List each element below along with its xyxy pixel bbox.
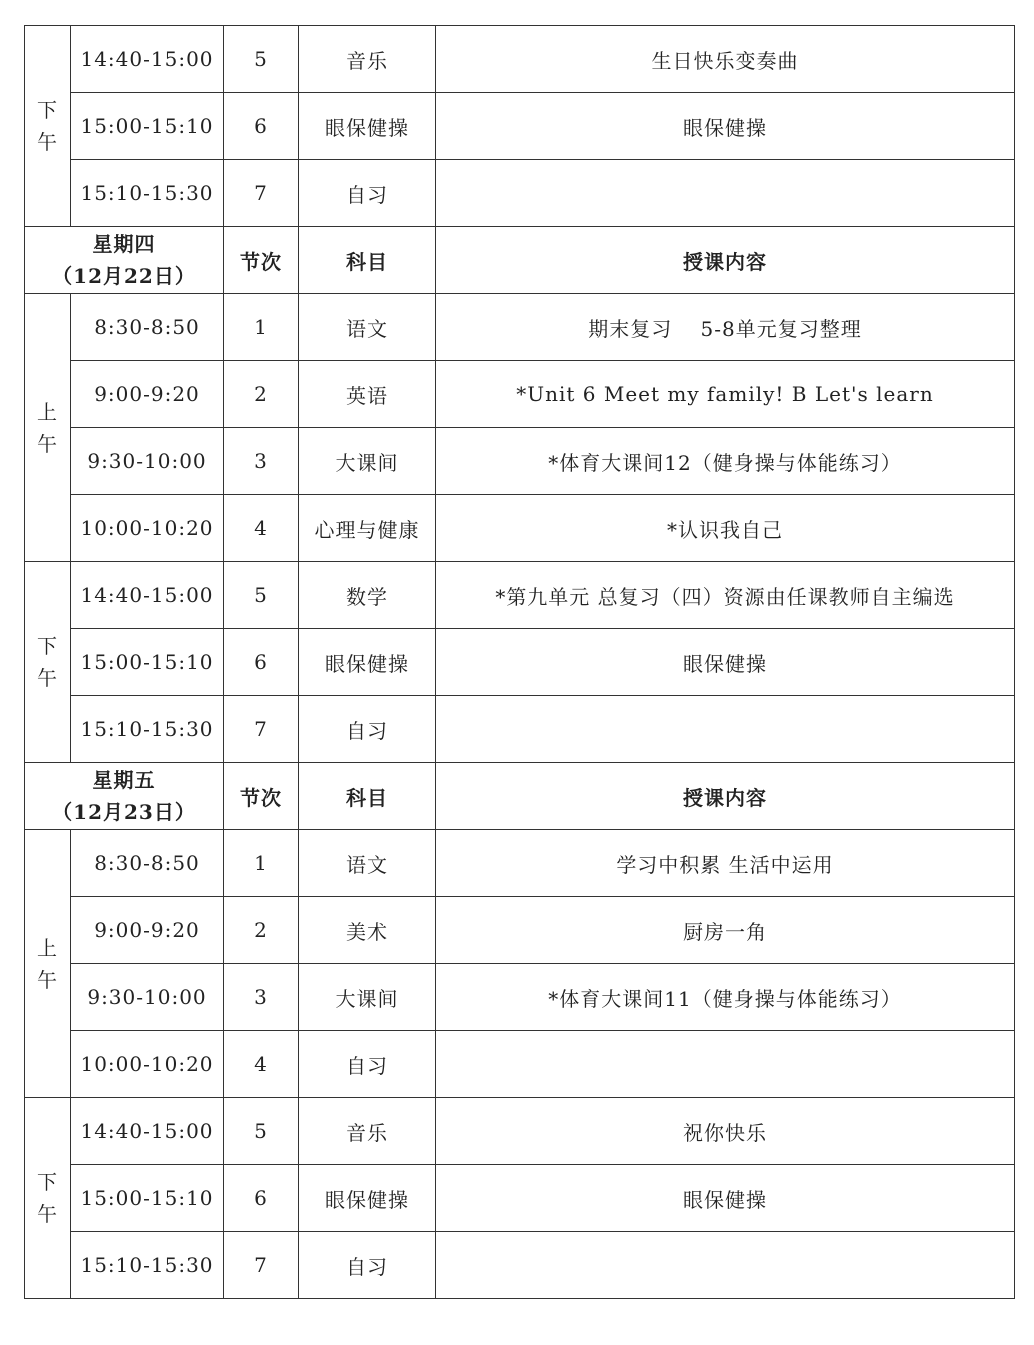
- lesson-number-cell: 1: [224, 294, 299, 361]
- period-char: 午: [37, 1202, 58, 1226]
- period-label: [25, 830, 71, 1098]
- schedule-row: [25, 495, 1015, 562]
- time-cell: 9:30-10:00: [71, 428, 224, 495]
- subject-cell: 自习: [299, 1031, 436, 1098]
- day-date: （12月23日）: [52, 800, 196, 824]
- day-header-row: [25, 763, 1015, 830]
- period-label: [25, 562, 71, 763]
- content-cell: 厨房一角: [436, 897, 1015, 964]
- lesson-number-cell: 7: [224, 1232, 299, 1299]
- content-cell: 眼保健操: [436, 629, 1015, 696]
- period-char: 午: [37, 967, 58, 992]
- lesson-number-cell: 6: [224, 1165, 299, 1232]
- subject-cell: 自习: [299, 160, 436, 227]
- time-cell: 15:00-15:10: [71, 1165, 224, 1232]
- period-char: 上: [37, 399, 58, 424]
- day-date: （12月22日）: [52, 264, 196, 288]
- schedule-row: [25, 93, 1015, 160]
- content-cell: *认识我自己: [436, 495, 1015, 562]
- lesson-number-cell: 5: [224, 562, 299, 629]
- lesson-number-cell: 1: [224, 830, 299, 897]
- day-header-cell: [25, 763, 224, 830]
- schedule-row: [25, 1232, 1015, 1299]
- time-cell: 14:40-15:00: [71, 1098, 224, 1165]
- period-char: 午: [37, 130, 58, 154]
- schedule-row: [25, 428, 1015, 495]
- schedule-row: [25, 1031, 1015, 1098]
- content-cell: *体育大课间11（健身操与体能练习）: [436, 964, 1015, 1031]
- period-char: 下: [37, 1170, 58, 1194]
- content-cell: [436, 160, 1015, 227]
- subject-cell: 音乐: [299, 1098, 436, 1165]
- lesson-number-cell: 4: [224, 1031, 299, 1098]
- day-header-row: [25, 227, 1015, 294]
- content-cell: *Unit 6 Meet my family! B Let's learn: [436, 361, 1015, 428]
- day-header-cell: [25, 227, 224, 294]
- content-cell: 学习中积累 生活中运用: [436, 830, 1015, 897]
- column-header-subject: 科目: [299, 763, 436, 830]
- schedule-row: [25, 897, 1015, 964]
- schedule-row: [25, 160, 1015, 227]
- subject-cell: 自习: [299, 696, 436, 763]
- lesson-number-cell: 2: [224, 361, 299, 428]
- subject-cell: 眼保健操: [299, 93, 436, 160]
- content-cell: 眼保健操: [436, 93, 1015, 160]
- schedule-row: [25, 562, 1015, 629]
- schedule-row: [25, 1098, 1015, 1165]
- time-cell: 9:30-10:00: [71, 964, 224, 1031]
- content-cell: [436, 1232, 1015, 1299]
- content-cell: 眼保健操: [436, 1165, 1015, 1232]
- schedule-row: [25, 26, 1015, 93]
- column-header-content: 授课内容: [436, 763, 1015, 830]
- period-char: 下: [37, 634, 58, 658]
- day-name: 星期四: [92, 232, 156, 256]
- subject-cell: 数学: [299, 562, 436, 629]
- subject-cell: 眼保健操: [299, 1165, 436, 1232]
- period-char: 下: [37, 98, 58, 122]
- time-cell: 9:00-9:20: [71, 361, 224, 428]
- time-cell: 15:10-15:30: [71, 1232, 224, 1299]
- period-char: 午: [37, 666, 58, 690]
- subject-cell: 自习: [299, 1232, 436, 1299]
- subject-cell: 心理与健康: [299, 495, 436, 562]
- lesson-number-cell: 7: [224, 160, 299, 227]
- column-header-num: 节次: [224, 763, 299, 830]
- time-cell: 8:30-8:50: [71, 294, 224, 361]
- lesson-number-cell: 7: [224, 696, 299, 763]
- schedule-row: [25, 964, 1015, 1031]
- day-name: 星期五: [92, 768, 156, 792]
- time-cell: 15:00-15:10: [71, 93, 224, 160]
- schedule-body: [25, 26, 1015, 1299]
- column-header-content: 授课内容: [436, 227, 1015, 294]
- time-cell: 10:00-10:20: [71, 495, 224, 562]
- time-cell: 15:00-15:10: [71, 629, 224, 696]
- content-cell: *体育大课间12（健身操与体能练习）: [436, 428, 1015, 495]
- time-cell: 10:00-10:20: [71, 1031, 224, 1098]
- period-char: 午: [37, 431, 58, 456]
- lesson-number-cell: 3: [224, 964, 299, 1031]
- column-header-subject: 科目: [299, 227, 436, 294]
- lesson-number-cell: 5: [224, 1098, 299, 1165]
- lesson-number-cell: 4: [224, 495, 299, 562]
- schedule-row: [25, 361, 1015, 428]
- lesson-number-cell: 2: [224, 897, 299, 964]
- subject-cell: 大课间: [299, 428, 436, 495]
- subject-cell: 眼保健操: [299, 629, 436, 696]
- time-cell: 9:00-9:20: [71, 897, 224, 964]
- schedule-row: [25, 830, 1015, 897]
- subject-cell: 美术: [299, 897, 436, 964]
- content-cell: [436, 696, 1015, 763]
- schedule-table: [24, 25, 1015, 1299]
- lesson-number-cell: 6: [224, 93, 299, 160]
- time-cell: 15:10-15:30: [71, 696, 224, 763]
- subject-cell: 音乐: [299, 26, 436, 93]
- subject-cell: 英语: [299, 361, 436, 428]
- lesson-number-cell: 6: [224, 629, 299, 696]
- subject-cell: 语文: [299, 294, 436, 361]
- content-cell: 期末复习 5-8单元复习整理: [436, 294, 1015, 361]
- content-cell: 祝你快乐: [436, 1098, 1015, 1165]
- content-cell: *第九单元 总复习（四）资源由任课教师自主编选: [436, 562, 1015, 629]
- period-char: 上: [37, 935, 58, 960]
- lesson-number-cell: 3: [224, 428, 299, 495]
- period-label: [25, 1098, 71, 1299]
- column-header-num: 节次: [224, 227, 299, 294]
- period-label: [25, 294, 71, 562]
- period-label: [25, 26, 71, 227]
- time-cell: 14:40-15:00: [71, 562, 224, 629]
- schedule-row: [25, 294, 1015, 361]
- content-cell: 生日快乐变奏曲: [436, 26, 1015, 93]
- content-cell: [436, 1031, 1015, 1098]
- schedule-row: [25, 629, 1015, 696]
- lesson-number-cell: 5: [224, 26, 299, 93]
- subject-cell: 语文: [299, 830, 436, 897]
- time-cell: 14:40-15:00: [71, 26, 224, 93]
- subject-cell: 大课间: [299, 964, 436, 1031]
- schedule-row: [25, 696, 1015, 763]
- time-cell: 8:30-8:50: [71, 830, 224, 897]
- time-cell: 15:10-15:30: [71, 160, 224, 227]
- schedule-row: [25, 1165, 1015, 1232]
